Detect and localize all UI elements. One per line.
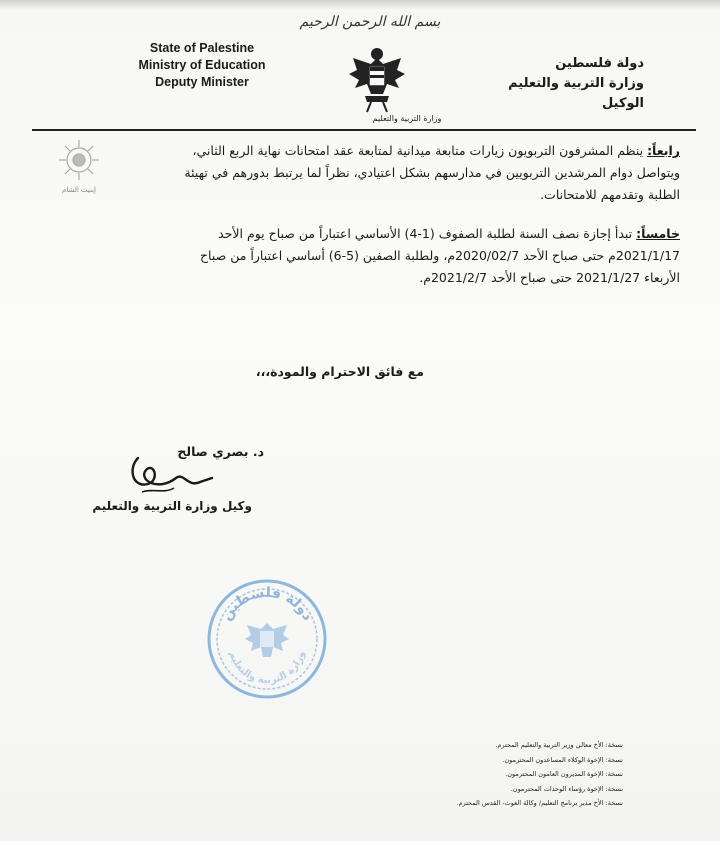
copy-recipient: نسخة: الإخوة رؤساء الوحدات المحترمون.	[510, 784, 623, 793]
paragraph-line: الطلبة وتقدمهم للامتحانات.	[540, 187, 680, 202]
stamp-top-text: دولة فلسطين	[218, 584, 316, 624]
emblem-caption: وزارة التربية والتعليم	[372, 114, 442, 123]
copy-recipient: نسخة: الإخوة المديرون العامون المحترمون.	[505, 770, 623, 778]
english-letterhead	[122, 40, 282, 91]
paragraph-line	[80, 223, 680, 245]
paragraph-fifth	[80, 223, 680, 289]
paragraph-line: ويتواصل دوام المرشدين التربويين في مدارسهم بشكل اعتيادي، نظراً لما يرتبط بدورهم في تهيئة	[184, 165, 680, 180]
letterhead-office-ar: الوكيل	[602, 96, 644, 111]
official-stamp	[203, 575, 331, 703]
scan-shadow	[0, 0, 720, 10]
header-divider	[32, 129, 696, 131]
paragraph-line: الأربعاء 2021/1/27 حتى صباح الأحد 2021/2/7م.	[419, 270, 680, 285]
signatory-title: وكيل وزارة التربية والتعليم	[92, 499, 252, 513]
paragraph-text: ينظم المشرفون التربويون زيارات متابعة ميدانية لمتابعة عقد امتحانات نهاية الربع الثاني،	[192, 143, 648, 158]
copy-recipient: نسخة: الأخ مدير برنامج التعليم/ وكالة الغوث- القدس المحترم.	[456, 799, 623, 807]
palestine-eagle-emblem-icon	[345, 44, 409, 114]
letterhead-state-ar: دولة فلسطين	[555, 56, 644, 71]
paragraph-fourth	[80, 140, 680, 206]
copies-list	[383, 738, 623, 811]
letterhead-state: State of Palestine	[149, 41, 255, 55]
handwritten-signature	[118, 448, 218, 500]
closing-salutation: مع فائق الاحترام والمودة،،،	[255, 364, 424, 379]
copy-recipient: نسخة: الأخ معالي وزير التربية والتعليم المحترم.	[495, 741, 623, 749]
copy-recipient: نسخة: الإخوة الوكلاء المساعدون المحترمون.	[502, 755, 623, 764]
paragraph-text: تبدأ إجازة نصف السنة لطلبة الصفوف (1-4) الأساسي اعتباراً من صباح يوم الأحد	[218, 226, 637, 241]
watermark-caption: إبنيت الشام	[61, 186, 96, 194]
arabic-letterhead	[484, 54, 644, 114]
signatory-name: د. بصري صالح	[177, 444, 264, 459]
paragraph-line: 2021/1/17م حتى صباح الأحد 2020/02/7م، ولطلبة الصفين (5-6) أساسي اعتباراً من صباح	[199, 248, 680, 263]
letterhead-ministry-ar: وزارة التربية والتعليم	[508, 76, 644, 91]
stamp-bottom-text: وزارة التربية والتعليم	[226, 649, 308, 687]
basmala-header: بسم الله الرحمن الرحيم	[299, 14, 441, 30]
paragraph-line	[80, 140, 680, 162]
paragraph-lead: رابعاً:	[647, 143, 680, 158]
letterhead-ministry: Ministry of Education	[138, 58, 266, 72]
letterhead-office: Deputy Minister	[155, 75, 249, 89]
paragraph-lead: خامساً:	[636, 226, 680, 241]
